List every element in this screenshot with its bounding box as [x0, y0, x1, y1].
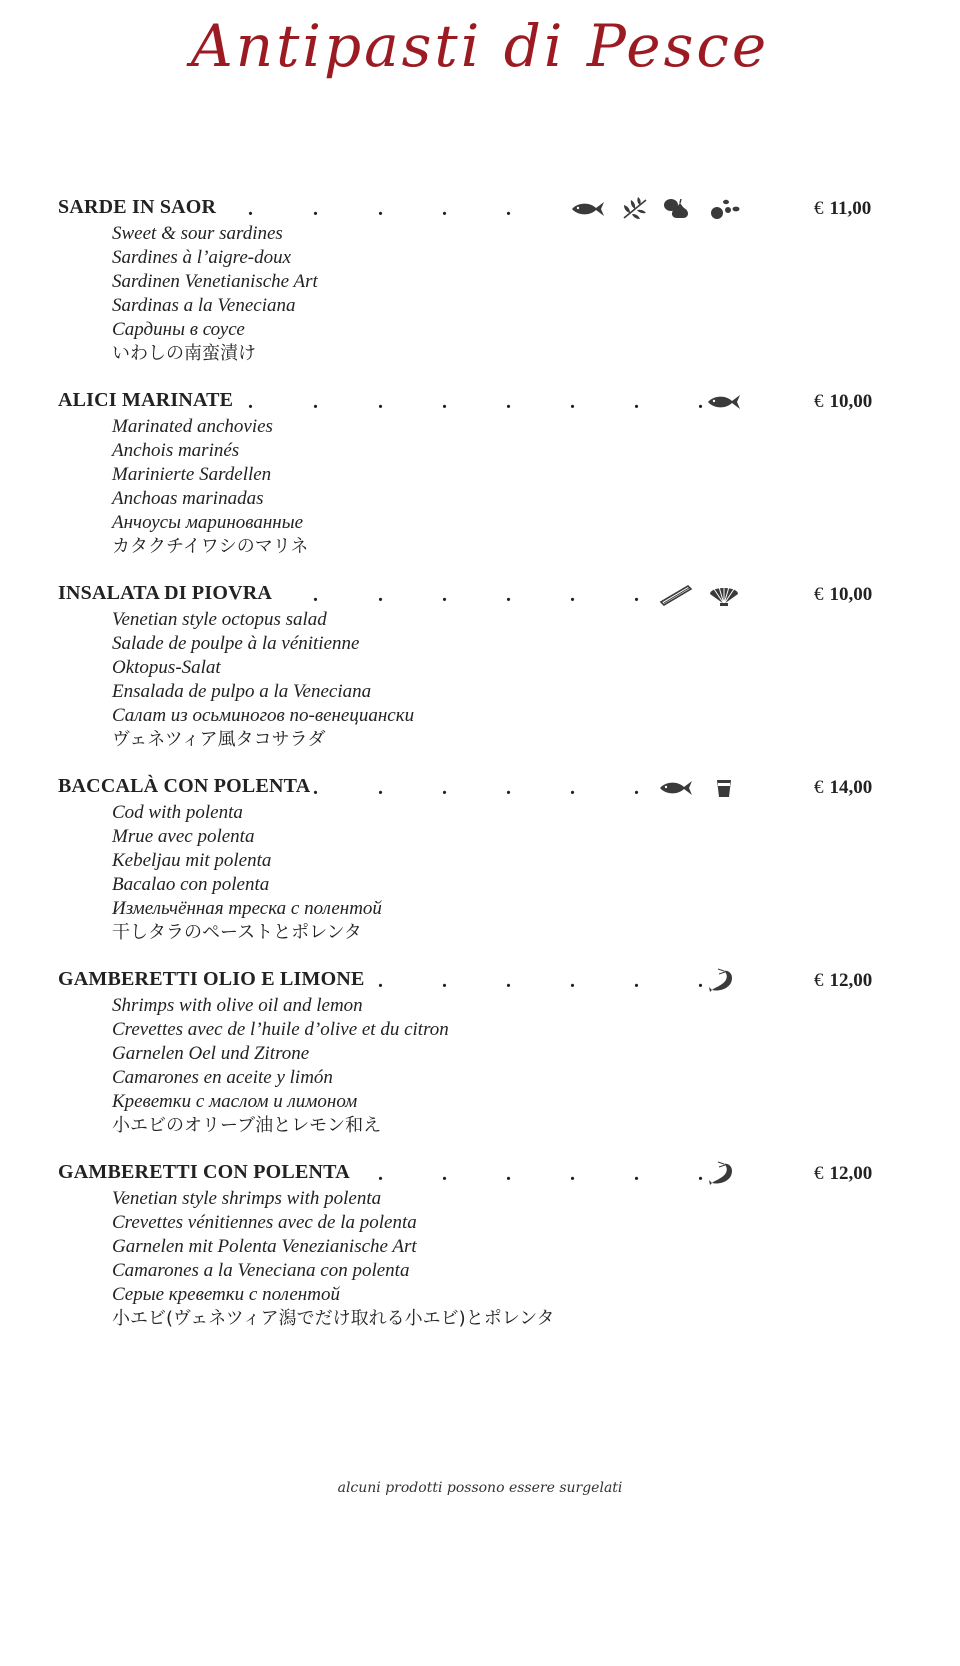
leader-dot: . [378, 391, 383, 413]
translation-ja: 小エビのオリーブ油とレモン和え [112, 1115, 382, 1136]
price-value: 10,00 [829, 391, 873, 412]
menu-item-header [58, 775, 898, 801]
translations-list [112, 1187, 898, 1331]
celery-icon [658, 582, 694, 608]
menu-item-header [58, 196, 898, 222]
translation-fr: Crevettes vénitiennes avec de la polenta [112, 1212, 417, 1233]
dish-name: ALICI MARINATE [58, 389, 234, 411]
shrimp-icon [706, 1161, 742, 1187]
menu-item-header [58, 582, 898, 608]
leader-dot: . [248, 391, 253, 413]
leader-dot: . [634, 391, 639, 413]
dish-price [814, 777, 872, 799]
translation-fr: Mrue avec polenta [112, 826, 255, 847]
onion-icon [661, 196, 697, 222]
translation-es: Bacalao con polenta [112, 874, 270, 895]
footnote: alcuni prodotti possono essere surgelati [337, 1480, 623, 1496]
menu-item [58, 1161, 898, 1354]
translation-en: Venetian style shrimps with polenta [112, 1188, 382, 1209]
leader-dot: . [378, 198, 383, 220]
leader-dot: . [313, 198, 318, 220]
leader-dot: . [506, 777, 511, 799]
translation-fr: Anchois marinés [112, 440, 240, 461]
menu-item [58, 968, 898, 1161]
menu-item-header [58, 389, 898, 415]
translation-es: Camarones en aceite y limón [112, 1067, 333, 1088]
dish-name: GAMBERETTI CON POLENTA [58, 1161, 350, 1183]
translation-de: Oktopus-Salat [112, 657, 221, 678]
menu-item [58, 775, 898, 968]
dish-price [814, 970, 872, 992]
dish-price [814, 198, 871, 220]
translation-en: Sweet & sour sardines [112, 223, 283, 244]
leader-dot: . [442, 198, 447, 220]
leader-dot: . [248, 198, 253, 220]
translation-ru: Сардины в соусе [112, 319, 245, 340]
translation-en: Marinated anchovies [112, 416, 273, 437]
translation-ja: 干しタラのペーストとポレンタ [112, 922, 362, 943]
leader-dot: . [506, 584, 511, 606]
dish-name: GAMBERETTI OLIO E LIMONE [58, 968, 365, 990]
menu-item [58, 196, 898, 389]
currency-symbol: € [814, 198, 824, 219]
translation-ru: Серые креветки с полентой [112, 1284, 340, 1305]
currency-symbol: € [814, 777, 824, 798]
fish-icon [570, 196, 606, 222]
page-title: Antipasti di Pesce [190, 12, 770, 80]
leader-dot: . [506, 1163, 511, 1185]
translation-en: Shrimps with olive oil and lemon [112, 995, 363, 1016]
translation-es: Camarones a la Veneciana con polenta [112, 1260, 410, 1281]
dish-price [814, 391, 872, 413]
dish-name: SARDE IN SAOR [58, 196, 217, 218]
translation-de: Sardinen Venetianische Art [112, 271, 318, 292]
fish-icon [706, 389, 742, 415]
translation-ru: Креветки с маслом и лимоном [112, 1091, 358, 1112]
leader-dot: . [442, 584, 447, 606]
menu-list [58, 196, 898, 1354]
leader-dot: . [698, 1163, 703, 1185]
milk-cup-icon [706, 775, 742, 801]
dish-name: BACCALÀ CON POLENTA [58, 775, 311, 797]
leader-dot: . [570, 970, 575, 992]
price-value: 11,00 [829, 198, 872, 219]
menu-item [58, 389, 898, 582]
translations-list [112, 608, 898, 752]
translation-de: Garnelen mit Polenta Venezianische Art [112, 1236, 417, 1257]
leader-dot: . [442, 1163, 447, 1185]
leader-dot: . [378, 970, 383, 992]
dish-price [814, 1163, 872, 1185]
translation-ja: いわしの南蛮漬け [112, 343, 256, 364]
leader-dot: . [634, 777, 639, 799]
leader-dot: . [506, 970, 511, 992]
leader-dot: . [313, 777, 318, 799]
leader-dot: . [378, 1163, 383, 1185]
translation-en: Venetian style octopus salad [112, 609, 327, 630]
leader-dot: . [570, 391, 575, 413]
leader-dot: . [634, 1163, 639, 1185]
leader-dot: . [570, 777, 575, 799]
translation-es: Sardinas a la Veneciana [112, 295, 296, 316]
menu-item [58, 582, 898, 775]
translations-list [112, 222, 898, 366]
price-value: 12,00 [829, 970, 873, 991]
translation-fr: Crevettes avec de l’huile d’olive et du citron [112, 1019, 449, 1040]
leader-dot: . [313, 584, 318, 606]
translation-en: Cod with polenta [112, 802, 243, 823]
leader-dot: . [506, 198, 511, 220]
translation-ru: Измельчённая треска с полентой [112, 898, 382, 919]
dish-price [814, 584, 872, 606]
leader-dot: . [442, 391, 447, 413]
leader-dot: . [378, 777, 383, 799]
translation-ja: カタクチイワシのマリネ [112, 536, 309, 557]
herb-sprig-icon [618, 196, 654, 222]
currency-symbol: € [814, 391, 824, 412]
translation-es: Anchoas marinadas [112, 488, 264, 509]
leader-dot: . [698, 391, 703, 413]
shell-icon [706, 582, 742, 608]
leader-dot: . [506, 391, 511, 413]
shrimp-icon [706, 968, 742, 994]
leader-dot: . [570, 584, 575, 606]
leader-dot: . [313, 391, 318, 413]
translation-es: Ensalada de pulpo a la Veneciana [112, 681, 372, 702]
leader-dot: . [442, 970, 447, 992]
currency-symbol: € [814, 584, 824, 605]
menu-item-header [58, 1161, 898, 1187]
price-value: 12,00 [829, 1163, 873, 1184]
leader-dot: . [698, 970, 703, 992]
translation-ja: ヴェネツィア風タコサラダ [112, 729, 326, 750]
price-value: 10,00 [829, 584, 873, 605]
leader-dot: . [570, 1163, 575, 1185]
currency-symbol: € [814, 1163, 824, 1184]
pine-nuts-raisins-icon [706, 196, 742, 222]
leader-dot: . [634, 970, 639, 992]
translation-fr: Sardines à l’aigre-doux [112, 247, 292, 268]
translation-ru: Анчоусы маринованные [112, 512, 304, 533]
fish-icon [658, 775, 694, 801]
dish-name: INSALATA DI PIOVRA [58, 582, 273, 604]
translation-de: Garnelen Oel und Zitrone [112, 1043, 310, 1064]
leader-dot: . [378, 584, 383, 606]
translations-list [112, 801, 898, 945]
currency-symbol: € [814, 970, 824, 991]
menu-item-header [58, 968, 898, 994]
translation-ja: 小エビ(ヴェネツィア潟でだけ取れる小エビ)とポレンタ [112, 1308, 555, 1329]
translation-de: Marinierte Sardellen [112, 464, 272, 485]
translations-list [112, 994, 898, 1138]
price-value: 14,00 [829, 777, 873, 798]
leader-dot: . [634, 584, 639, 606]
translations-list [112, 415, 898, 559]
translation-fr: Salade de poulpe à la vénitienne [112, 633, 360, 654]
translation-de: Kebeljau mit polenta [112, 850, 272, 871]
translation-ru: Салат из осьминогов по-венециански [112, 705, 415, 726]
leader-dot: . [442, 777, 447, 799]
